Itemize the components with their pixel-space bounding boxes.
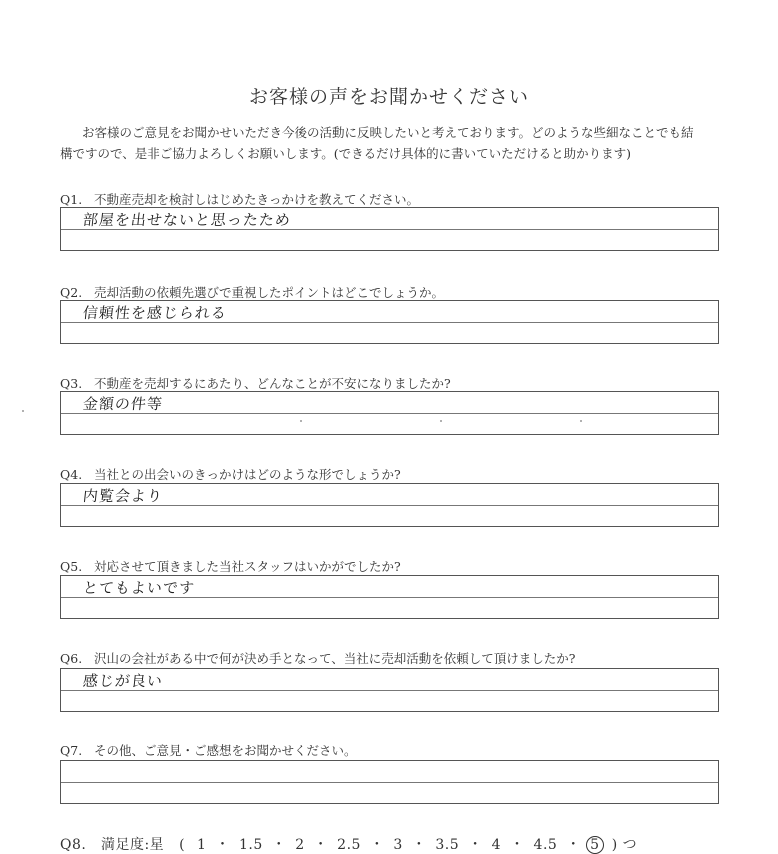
rating-separator: ・ [510, 837, 525, 853]
answer-box-3[interactable] [60, 391, 719, 435]
answer-box-1[interactable] [60, 207, 719, 251]
rating-separator: ・ [566, 837, 581, 853]
handwritten-answer: 部屋を出せないと思ったため [82, 211, 292, 229]
scan-speck [22, 410, 24, 412]
intro-line-2: 構ですので、是非ご協力よろしくお願いします。(できるだけ具体的に書いていただけると助かります) [60, 146, 632, 161]
question-number: Q2. [60, 285, 83, 300]
rating-separator: ・ [313, 837, 329, 853]
question-1 [60, 190, 419, 208]
handwritten-answer: 信頼性を感じられる [82, 304, 228, 322]
rating-option-4-5[interactable]: 4.5 [533, 837, 558, 853]
answer-box-5[interactable] [60, 575, 719, 619]
question-2 [60, 283, 444, 301]
handwritten-answer: 金額の件等 [82, 395, 164, 413]
answer-box-6[interactable] [60, 668, 719, 712]
question-number: Q4. [60, 467, 83, 482]
question-5 [60, 557, 401, 575]
rating-option-2-5[interactable]: 2.5 [337, 837, 361, 853]
question-text: 不動産売却を検討しはじめたきっかけを教えてください。 [94, 192, 420, 207]
question-text: その他、ご意見・ご感想をお聞かせください。 [94, 743, 357, 758]
question-text: 沢山の会社がある中で何が決め手となって、当社に売却活動を依頼して頂けましたか? [94, 651, 576, 666]
rating-label: 満足度:星 [100, 837, 165, 853]
scan-speck [580, 420, 582, 422]
rating-option-3[interactable]: 3 [393, 837, 403, 853]
rating-option-5[interactable]: 5 [586, 836, 604, 854]
page-title: お客様の声をお聞かせください [248, 86, 529, 108]
satisfaction-rating [60, 834, 637, 854]
question-text: 当社との出会いのきっかけはどのような形でしょうか? [94, 467, 401, 482]
rating-option-3-5[interactable]: 3.5 [435, 837, 460, 853]
question-number: Q6. [60, 651, 83, 666]
rating-suffix: つ [622, 837, 638, 853]
scan-speck [300, 420, 302, 422]
rating-separator: ・ [411, 837, 427, 853]
question-text: 売却活動の依頼先選びで重視したポイントはどこでしょうか。 [94, 285, 445, 300]
question-number: Q3. [60, 376, 83, 391]
rating-option-2[interactable]: 2 [295, 837, 305, 853]
rating-separator: ・ [215, 837, 230, 853]
rating-option-4[interactable]: 4 [491, 837, 502, 853]
question-number: Q1. [60, 192, 83, 207]
rating-option-1-5[interactable]: 1.5 [238, 837, 263, 853]
scan-speck [440, 420, 442, 422]
rating-open-paren: ( [179, 837, 186, 853]
answer-box-7[interactable] [60, 760, 719, 804]
question-3 [60, 374, 451, 392]
question-4 [60, 465, 401, 483]
rating-separator: ・ [271, 837, 287, 853]
handwritten-answer: 内覧会より [82, 487, 164, 505]
question-6 [60, 649, 575, 667]
answer-box-2[interactable] [60, 300, 719, 344]
handwritten-answer: とてもよいです [82, 579, 196, 597]
question-7 [60, 741, 357, 759]
rating-separator: ・ [369, 837, 385, 853]
question-number: Q7. [60, 743, 83, 758]
question-text: 不動産を売却するにあたり、どんなことが不安になりましたか? [94, 376, 451, 391]
question-number: Q5. [60, 559, 83, 574]
handwritten-answer: 感じが良い [82, 672, 164, 690]
rating-separator: ・ [468, 837, 483, 853]
rating-options [190, 837, 607, 853]
answer-box-4[interactable] [60, 483, 719, 527]
rating-close-paren: ) [611, 837, 618, 853]
question-text: 対応させて頂きました当社スタッフはいかがでしたか? [94, 559, 401, 574]
rating-option-1[interactable]: 1 [197, 837, 207, 853]
question-number: Q8. [60, 837, 87, 853]
intro-line-1: お客様のご意見をお聞かせいただき今後の活動に反映したいと考えております。どのような些細なことでも結 [82, 125, 694, 140]
